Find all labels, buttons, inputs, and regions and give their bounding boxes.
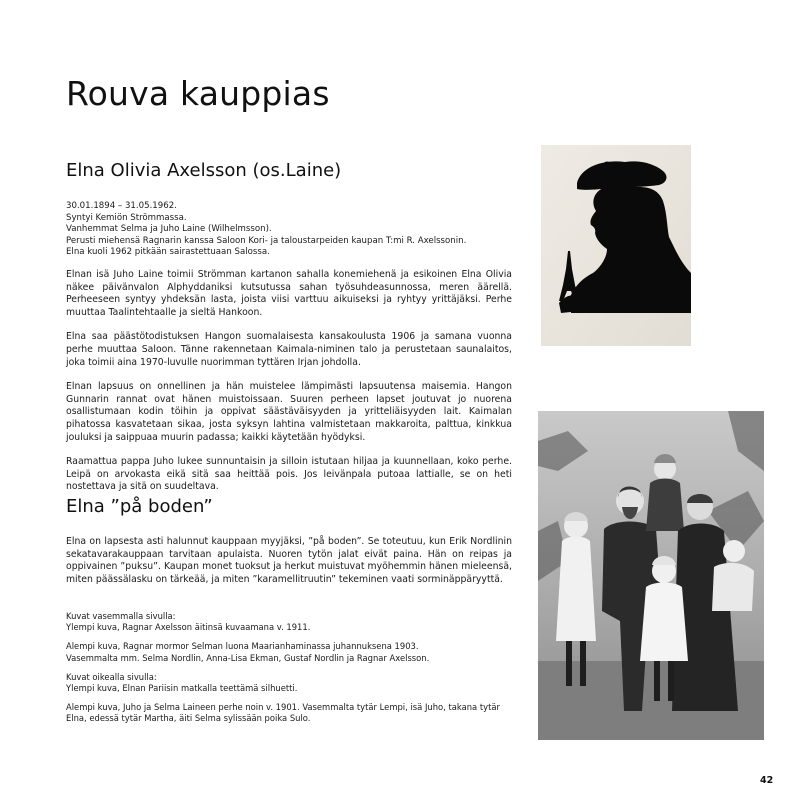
paragraph: Elna saa päästötodistuksen Hangon suomalaisesta kansakoulusta 1906 ja samana vuonna perhe muuttaa Saloon. Tänne rakennetaan Kaimala-niminen talo ja perustetaan saunalaitos, joka toimii aina 1970-luvulle nuorimman tyttären Irjan johdolla.: [66, 331, 512, 368]
paragraph: Raamattua pappa Juho lukee sunnuntaisin ja silloin istutaan hiljaa ja kuunnellaan, koko perhe. Leipä on arvokasta eikä sitä saa heittää pois. Jos leivänpala putoaa lattialle, se on heti nostettava ja sitä on suudeltava.: [66, 456, 512, 493]
page-title: Rouva kauppias: [66, 74, 330, 113]
bio-birthplace: Syntyi Kemiön Strömmassa.: [66, 212, 187, 223]
bio-parents: Vanhemmat Selma ja Juho Laine (Wilhelmsson).: [66, 224, 272, 235]
bio-business: Perusti miehensä Ragnarin kanssa Saloon Kori- ja taloustarpeiden kaupan T:mi R. Axelssonin.: [66, 235, 467, 246]
caption-right-upper: [66, 672, 512, 694]
caption-line: Kuvat oikealla sivulla:: [66, 671, 157, 682]
bio-death: Elna kuoli 1962 pitkään sairastettuaan Salossa.: [66, 247, 270, 258]
caption-line: Vasemmalta mm. Selma Nordlin, Anna-Lisa Ekman, Gustaf Nordlin ja Ragnar Axelsson.: [66, 652, 430, 663]
caption-line: Kuvat vasemmalla sivulla:: [66, 611, 176, 621]
paragraph: Elnan isä Juho Laine toimii Strömman kartanon sahalla konemiehenä ja esikoinen Elna Olivia näkee päivänvalon Alphyddaniksi kutsutussa sahan työsuhdeasunnossa, meren äärellä. Perheeseen syntyy yhdeksän lasta, joista viisi varttuu aikuiseksi ja ryhtyy yrittäjäksi. Perhe muuttaa Taalintehtaalle ja sieltä Hankoon.: [66, 269, 512, 318]
photo-captions: [66, 611, 512, 733]
paragraph: Elna on lapsesta asti halunnut kauppaan myyjäksi, ”på boden”. Se toteutuu, kun Erik Nordlinin sekatavarakauppaan tarvitaan apulaista. Nuoren tytön jalat eivät paina. Hän on reipas ja oppivainen ”puksu”. Kaupan monet tuoksut ja herkut muistuvat myöhemmin hänen mieleensä, miten päässälasku on tärkeää, ja miten ”karamellitruutin” tekeminen vaati sorminäppäryyttä.: [66, 536, 512, 585]
silhouette-photo: [541, 145, 691, 346]
caption-line: Alempi kuva, Juho ja Selma Laineen perhe noin v. 1901. Vasemmalta tytär Lempi, isä Juho, takana tytär Elna, edessä tytär Martha, äiti Selma sylissään poika Sulo.: [66, 702, 500, 724]
bio-facts: [66, 201, 512, 259]
caption-left-upper: [66, 611, 512, 633]
caption-line: Ylempi kuva, Ragnar Axelsson äitinsä kuvaamana v. 1911.: [66, 622, 311, 633]
bio-dates: 30.01.1894 – 31.05.1962.: [66, 201, 177, 211]
section1-body: [66, 269, 512, 506]
caption-right-lower: [66, 702, 512, 724]
paragraph: Elnan lapsuus on onnellinen ja hän muistelee lämpimästi lapsuutensa maisemia. Hangon Gunnarin rannat ovat hänen muistoissaan. Suuren perheen lapset joutuvat jo nuorena osallistumaan kodin töihin ja oppivat säästäväisyyden ja yritteliäisyyden lait. Kaimalan pihatossa kasvatetaan sikaa, josta syksyn lahtina valmistetaan makkaroita, palttua, kinkkua jouluksi ja saippuaa muurin padassa; kaikki käytetään hyödyksi.: [66, 381, 512, 443]
page-number: 42: [760, 775, 774, 786]
caption-line: Ylempi kuva, Elnan Pariisin matkalla teettämä silhuetti.: [66, 683, 298, 694]
section-title-elna-olivia: Elna Olivia Axelsson (os.Laine): [66, 160, 342, 181]
caption-line: Alempi kuva, Ragnar mormor Selman luona Maarianhaminassa juhannuksena 1903.: [66, 641, 419, 652]
section-title-pa-boden: Elna ”på boden”: [66, 496, 213, 517]
family-photo: [538, 411, 764, 740]
caption-left-lower: [66, 641, 512, 663]
section2-body: [66, 536, 512, 598]
